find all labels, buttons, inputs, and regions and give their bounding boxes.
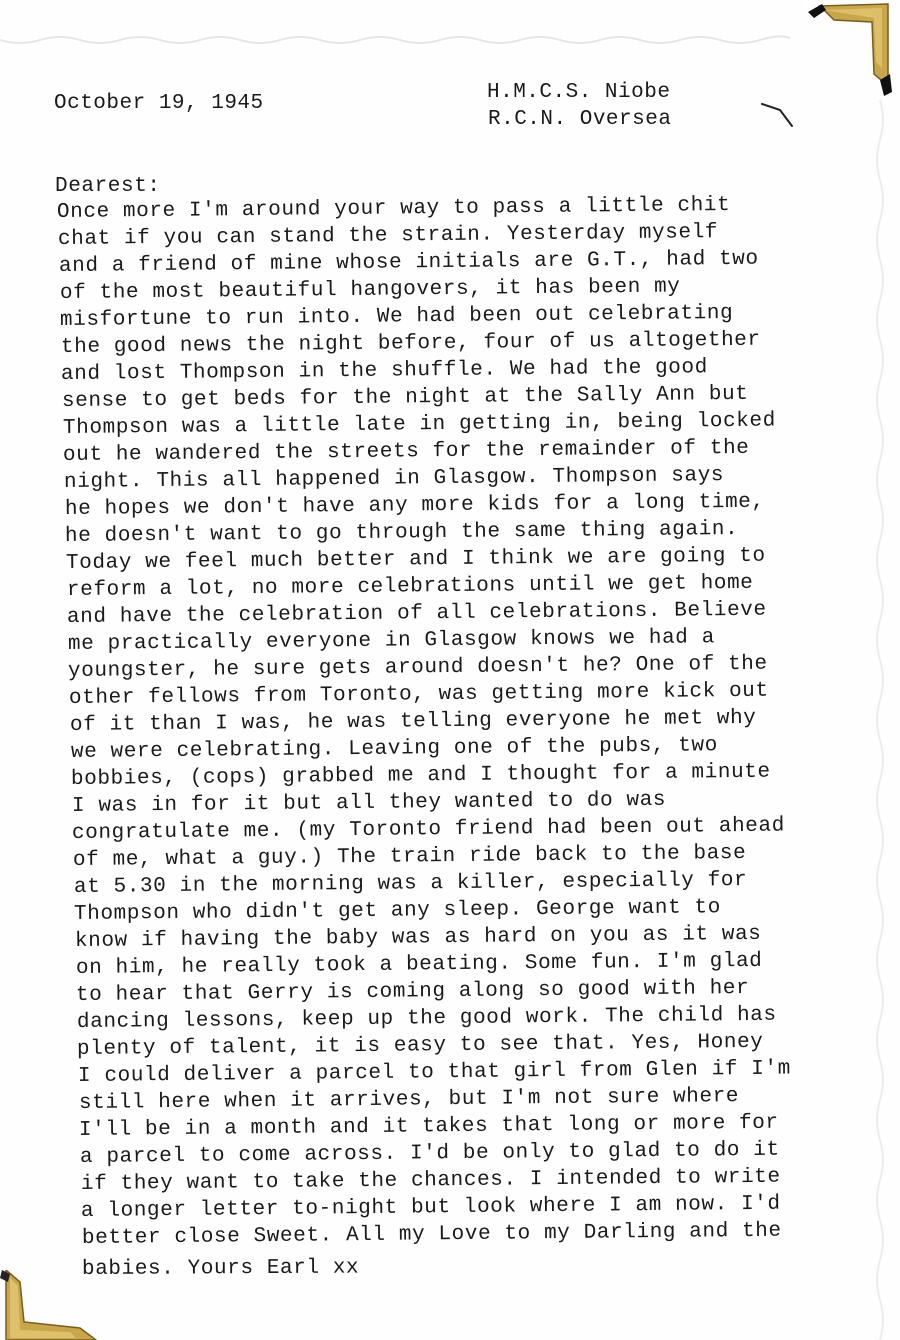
body-line: he hopes we don't have any more kids for a long time, bbox=[64, 490, 765, 521]
body-line: chat if you can stand the strain. Yesterday myself bbox=[57, 221, 719, 251]
body-line: of it than I was, he was telling everyone he met why bbox=[69, 706, 757, 737]
body-line: other fellows from Toronto, was getting more kick out bbox=[68, 679, 769, 710]
body-line: and lost Thompson in the shuffle. We had the good bbox=[60, 356, 708, 386]
body-line: on him, he really took a beating. Some fun. I'm glad bbox=[75, 949, 763, 980]
body-line: Thompson was a little late in getting in, being locked bbox=[62, 409, 776, 440]
body-line: Today we feel much better and I think we are going to bbox=[65, 544, 766, 575]
body-line: out he wandered the streets for the remainder of the bbox=[62, 436, 750, 467]
body-line: I was in for it but all they wanted to do was bbox=[71, 788, 667, 818]
body-line: I'll be in a month and it takes that long or more for bbox=[78, 1111, 779, 1142]
body-line: of me, what a guy.) The train ride back to the base bbox=[72, 841, 747, 872]
body-line: to hear that Gerry is coming along so good with her bbox=[75, 976, 750, 1007]
body-line: bobbies, (cops) grabbed me and I thought for a minute bbox=[70, 760, 771, 791]
body-line: and have the celebration of all celebrations. Believe bbox=[66, 598, 767, 629]
letter-date: October 19, 1945 bbox=[54, 92, 264, 115]
fleet-name: R.C.N. Oversea bbox=[488, 108, 672, 131]
salutation: Dearest: bbox=[55, 175, 161, 198]
body-line: if they want to take the chances. I intended to write bbox=[80, 1165, 781, 1196]
body-line: he doesn't want to go through the same thing again. bbox=[64, 517, 739, 548]
body-line: a parcel to come across. I'd be only to glad to do it bbox=[79, 1138, 780, 1169]
body-line: know if having the baby was as hard on you as it was bbox=[74, 922, 762, 953]
body-line: still here when it arrives, but I'm not sure where bbox=[78, 1085, 740, 1115]
body-line: and a friend of mine whose initials are G.T., had two bbox=[58, 247, 759, 278]
body-line: at 5.30 in the morning was a killer, especially for bbox=[73, 868, 748, 899]
body-line: plenty of talent, it is easy to see that. Yes, Honey bbox=[76, 1030, 764, 1061]
body-line: youngster, he sure gets around doesn't he? One of the bbox=[67, 652, 768, 683]
body-line: dancing lessons, keep up the good work. The child has bbox=[76, 1003, 777, 1034]
signoff: babies. Yours Earl xx bbox=[81, 1256, 360, 1281]
body-line: congratulate me. (my Toronto friend had been out ahead bbox=[71, 814, 785, 845]
body-line: Thompson who didn't get any sleep. George want to bbox=[73, 896, 721, 926]
body-line: me practically everyone in Glasgow knows we had a bbox=[67, 626, 715, 656]
body-line: Once more I'm around your way to pass a little chit bbox=[56, 193, 731, 224]
body-line: the good news the night before, four of us altogether bbox=[60, 328, 761, 359]
ship-name: H.M.C.S. Niobe bbox=[487, 81, 671, 104]
body-line: a longer letter to-night but look where I am now. I'd bbox=[80, 1192, 781, 1223]
body-line: reform a lot, no more celebrations until we get home bbox=[66, 571, 754, 602]
body-line: of the most beautiful hangovers, it has been my bbox=[59, 275, 681, 305]
body-line: I could deliver a parcel to that girl from Glen if I'm bbox=[77, 1057, 791, 1088]
body-line: sense to get beds for the night at the Sally Ann but bbox=[61, 382, 749, 413]
body-line: we were celebrating. Leaving one of the pubs, two bbox=[70, 734, 718, 764]
body-line: better close Sweet. All my Love to my Darling and the bbox=[81, 1219, 782, 1250]
body-line: night. This all happened in Glasgow. Thompson says bbox=[63, 464, 725, 494]
body-line: misfortune to run into. We had been out celebrating bbox=[59, 301, 734, 332]
